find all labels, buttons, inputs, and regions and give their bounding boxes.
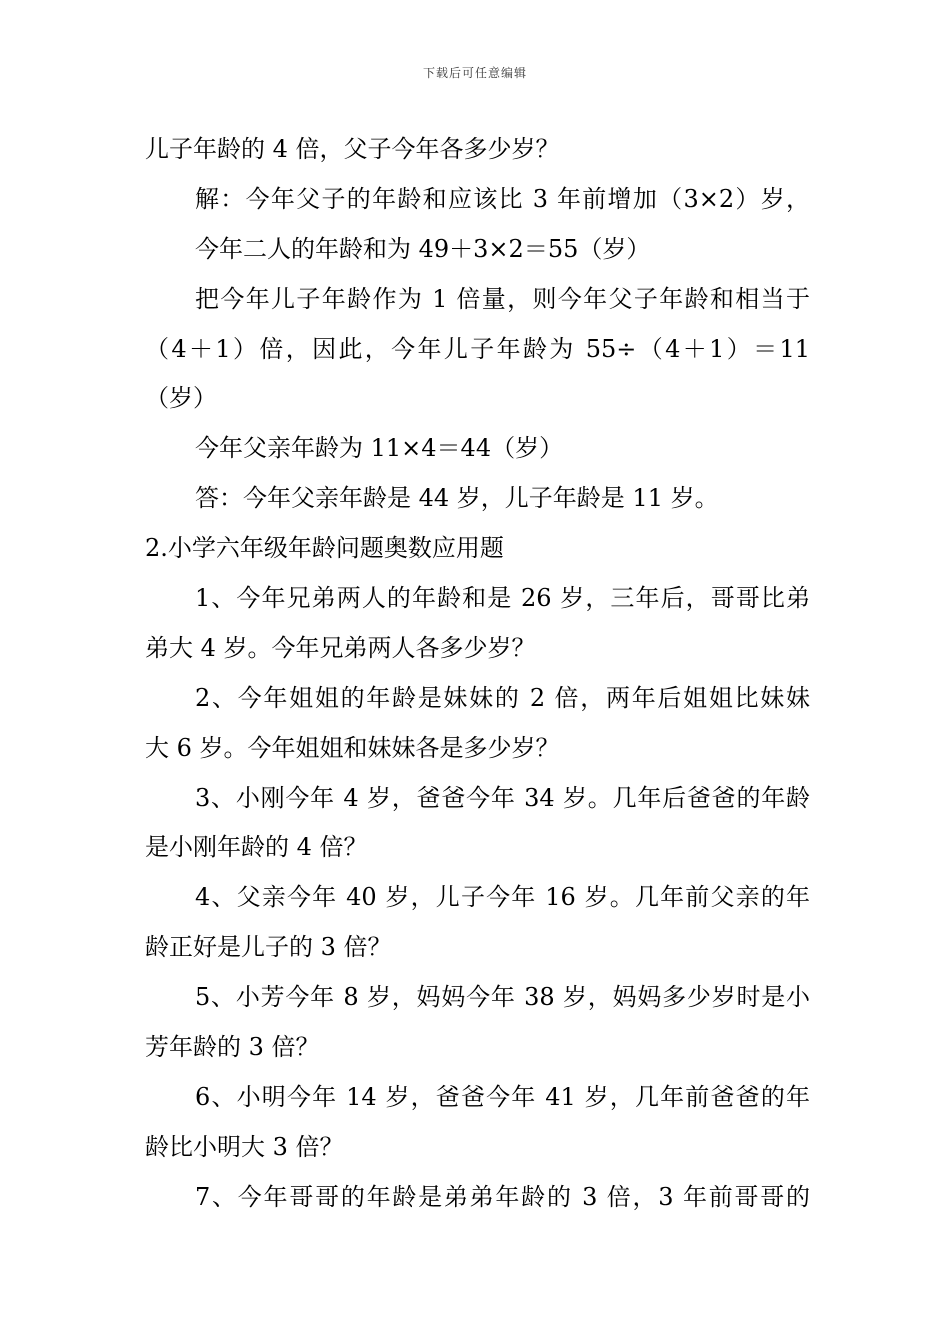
question-line: 是小刚年龄的 4 倍？ [145, 833, 368, 862]
question-line: 3、小刚今年 4 岁，爸爸今年 34 岁。几年后爸爸的年龄 [195, 783, 810, 812]
text-line: （岁） [145, 384, 217, 413]
page-header: 下载后可任意编辑 [422, 66, 527, 80]
question-line: 龄正好是儿子的 3 倍？ [145, 933, 392, 962]
text-line: 儿子年龄的 4 倍，父子今年各多少岁？ [145, 135, 560, 163]
question-line: 大 6 岁。今年姐姐和妹妹各是多少岁？ [145, 733, 560, 762]
text-line: 今年二人的年龄和为 49＋3×2＝55（岁） [195, 234, 651, 263]
question-line: 芳年龄的 3 倍？ [145, 1033, 320, 1062]
question-line: 4、父亲今年 40 岁，儿子今年 16 岁。几年前父亲的年 [195, 883, 810, 912]
section-heading: 2.小学六年级年龄问题奥数应用题 [145, 534, 504, 563]
text-line: 解：今年父子的年龄和应该比 3 年前增加（3×2）岁， [195, 184, 810, 213]
question-line: 7、今年哥哥的年龄是弟弟年龄的 3 倍，3 年前哥哥的 [195, 1182, 810, 1211]
question-line: 1、今年兄弟两人的年龄和是 26 岁，三年后，哥哥比弟 [195, 584, 810, 613]
document-body [145, 125, 810, 1223]
text-line: 答：今年父亲年龄是 44 岁，儿子年龄是 11 岁。 [195, 484, 719, 513]
question-line: 弟大 4 岁。今年兄弟两人各多少岁？ [145, 633, 536, 662]
text-line: 把今年儿子年龄作为 1 倍量，则今年父子年龄和相当于 [195, 284, 810, 313]
question-line: 2、今年姐姐的年龄是妹妹的 2 倍，两年后姐姐比妹妹 [195, 683, 810, 712]
text-line: （4＋1）倍，因此，今年儿子年龄为 55÷（4＋1）＝11 [145, 334, 810, 363]
text-line: 今年父亲年龄为 11×4＝44（岁） [195, 434, 564, 463]
question-line: 龄比小明大 3 倍？ [145, 1132, 344, 1161]
question-line: 5、小芳今年 8 岁，妈妈今年 38 岁，妈妈多少岁时是小 [195, 983, 810, 1012]
question-line: 6、小明今年 14 岁，爸爸今年 41 岁，几年前爸爸的年 [195, 1082, 810, 1111]
